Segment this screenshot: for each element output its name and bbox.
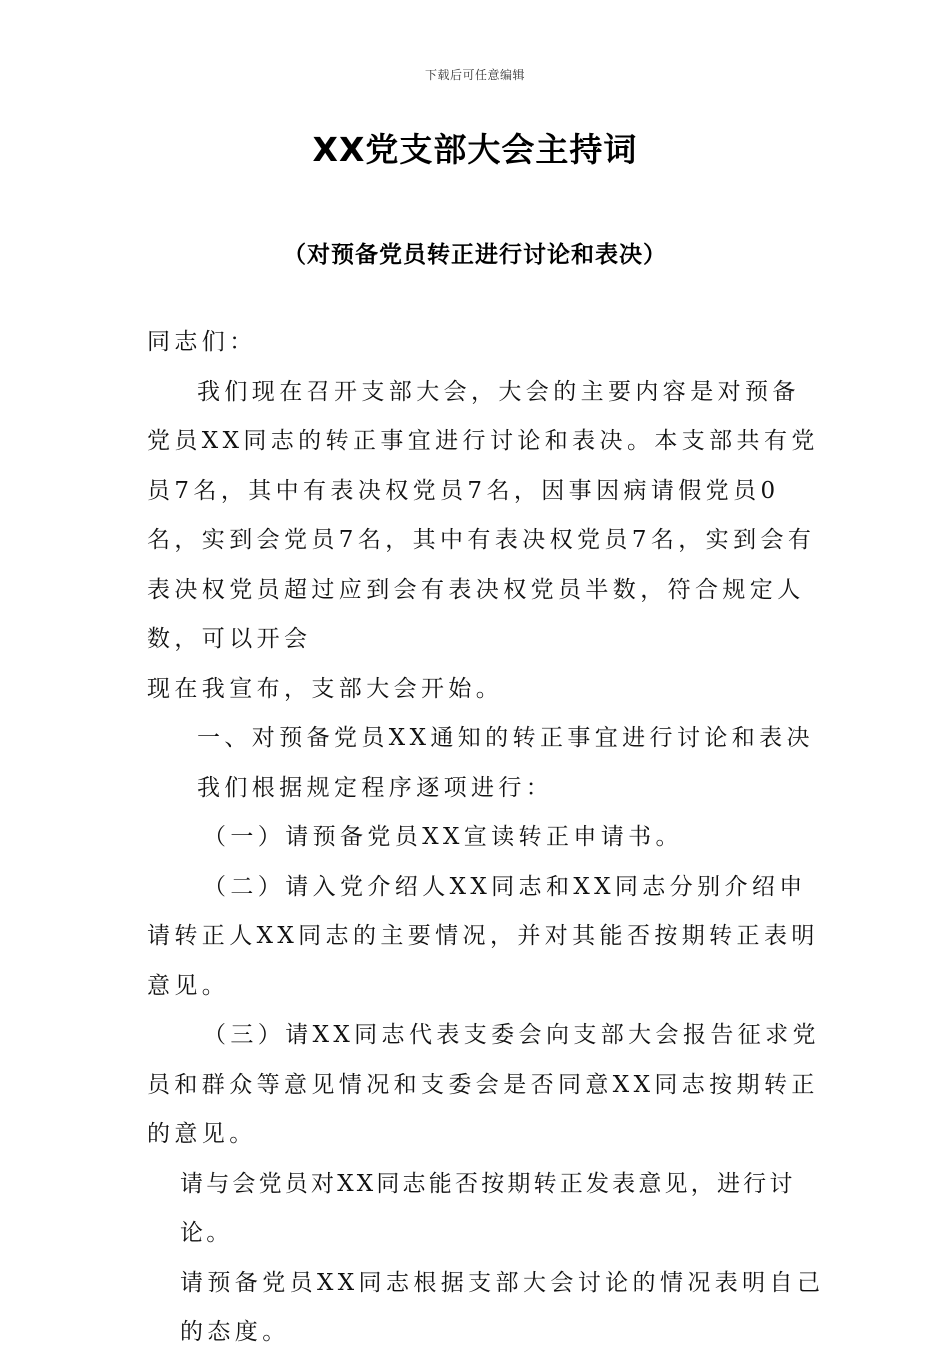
document-title: XX党支部大会主持词 [312,130,638,169]
announce-paragraph: 现在我宣布，支部大会开始。 [147,675,504,702]
discuss-paragraph: 请与会党员对XX同志能否按期转正发表意见，进行讨论。 [180,1170,796,1246]
intro-paragraph: 我们现在召开支部大会，大会的主要内容是对预备党员XX同志的转正事宜进行讨论和表决。本支部共有党员7名，其中有表决权党员7名，因事因病请假党员0名，实到会党员7名，其中有表决权党员7名，实到会有表决权党员超过应到会有表决权党员半数，符合规定人数，可以开会 [147,378,819,652]
attitude-paragraph: 请预备党员XX同志根据支部大会讨论的情况表明自己的态度。 [180,1269,825,1345]
step1-paragraph: （一）请预备党员XX宣读转正申请书。 [203,824,683,850]
step2-paragraph: （二）请入党介绍人XX同志和XX同志分别介绍申请转正人XX同志的主要情况，并对其能否按期转正表明意见。 [147,873,819,999]
document-body [147,318,827,1358]
item1-heading: 一、对预备党员XX通知的转正事宜进行讨论和表决 [197,725,814,751]
step3-paragraph: （三）请XX同志代表支委会向支部大会报告征求党员和群众等意见情况和支委会是否同意XX同志按期转正的意见。 [147,1022,820,1147]
header-note: 下载后可任意编辑 [424,68,525,82]
procedure-paragraph: 我们根据规定程序逐项进行： [197,774,554,801]
greeting-paragraph: 同志们： [147,329,257,355]
document-subtitle: （对预备党员转正进行讨论和表决） [283,242,667,268]
